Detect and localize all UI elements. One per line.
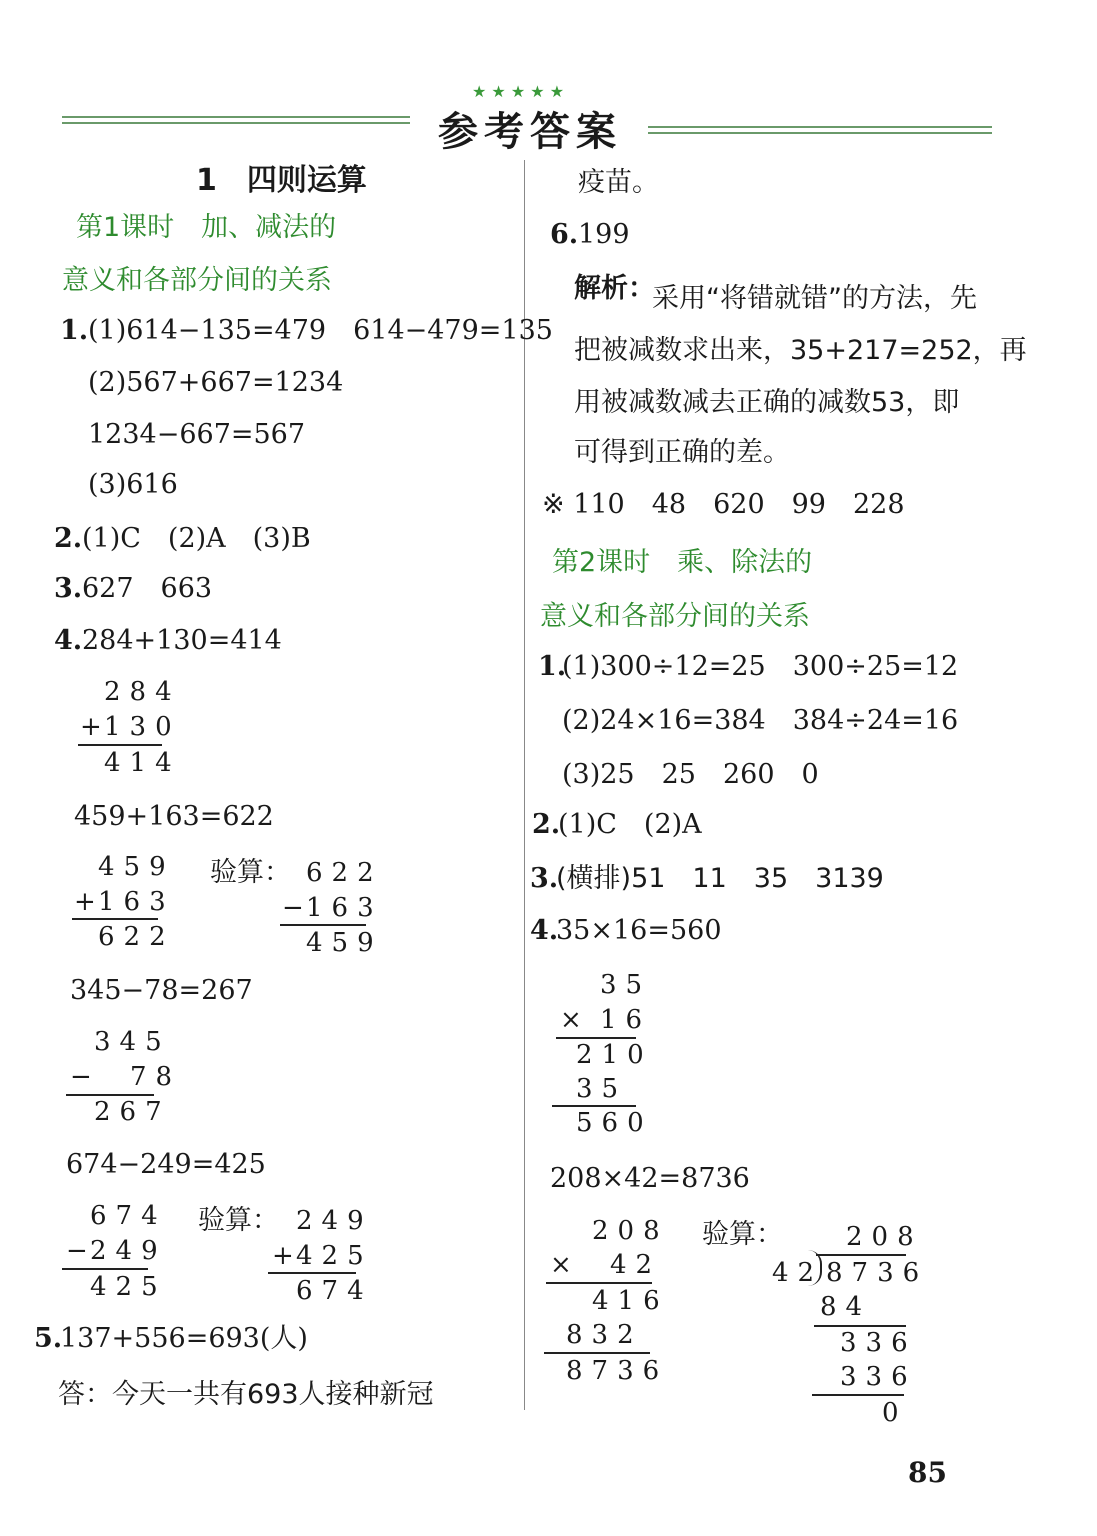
v1-op: + <box>80 712 111 742</box>
q4-eq2: 459+163=622 <box>74 801 274 832</box>
q6-line-2: 把被减数求出来，35+217=252，再 <box>574 335 1027 366</box>
v3-bottom: 78 <box>130 1062 182 1092</box>
c4-top: 249 <box>296 1206 373 1236</box>
div-sub-1: 84 <box>820 1292 872 1322</box>
q3-number: 3. <box>54 573 83 604</box>
q1-line-c: 1234−667=567 <box>88 419 306 450</box>
header-rule-right <box>648 126 992 128</box>
q6-number: 6. <box>550 219 579 250</box>
div-divisor: 42 <box>772 1258 824 1288</box>
v2-bottom: 163 <box>98 887 175 917</box>
q6-value: 199 <box>578 219 630 250</box>
r-q2-number: 2. <box>532 809 561 840</box>
v3-top: 345 <box>94 1027 171 1057</box>
r-q3-number: 3. <box>530 863 559 894</box>
c4-result: 674 <box>296 1276 373 1306</box>
v4-op: − <box>66 1236 97 1266</box>
q1-line-d: (3)616 <box>88 469 178 500</box>
q1-number: 1. <box>60 315 89 346</box>
v4-top: 674 <box>90 1201 167 1231</box>
c4-op: + <box>272 1241 303 1271</box>
div-final-remainder: 0 <box>882 1398 908 1428</box>
v2-line <box>72 918 158 920</box>
q1-line-a: (1)614−135=479 614−479=135 <box>88 315 553 346</box>
m1-op: × <box>560 1005 591 1035</box>
q6-label: 解析： <box>574 273 655 304</box>
header-rule-left-2 <box>62 122 410 124</box>
v3-op: − <box>70 1062 101 1092</box>
q5-answer: 答：今天一共有693人接种新冠 <box>58 1379 434 1410</box>
v4-line <box>62 1268 148 1270</box>
c2-result: 459 <box>306 928 383 958</box>
v1-top: 284 <box>104 677 181 707</box>
q5-eq: 137+556=693(人) <box>60 1323 308 1354</box>
r-check-label: 验算： <box>702 1219 783 1250</box>
v3-line <box>66 1094 154 1096</box>
q2-text: (1)C (2)A (3)B <box>82 523 311 554</box>
page-number: 85 <box>908 1456 947 1489</box>
m2-line-1 <box>546 1282 652 1284</box>
lesson1-title-line1: 第1课时 加、减法的 <box>76 212 337 243</box>
m1-partial-1: 210 <box>576 1040 653 1070</box>
c2-op: − <box>282 893 313 923</box>
page-title: 参考答案 <box>438 109 622 155</box>
v4-bottom: 249 <box>90 1236 167 1266</box>
c2-top: 622 <box>306 858 383 888</box>
m2-partial-2: 832 <box>566 1320 643 1350</box>
div-line-2 <box>812 1394 904 1396</box>
v4-result: 425 <box>90 1272 167 1302</box>
c2-bottom: 163 <box>306 893 383 923</box>
right-continuation: 疫苗。 <box>578 167 659 198</box>
div-bar <box>816 1254 906 1256</box>
v1-result: 414 <box>104 748 181 778</box>
q6-line-3: 用被减数减去正确的减数53，即 <box>574 387 960 418</box>
m1-bottom: 16 <box>600 1005 652 1035</box>
v3-result: 267 <box>94 1097 171 1127</box>
extra-answers: ※ 110 48 620 99 228 <box>542 489 905 520</box>
v2-top: 459 <box>98 852 175 882</box>
lesson1-title-line2: 意义和各部分间的关系 <box>62 265 332 296</box>
lesson2-title-line1: 第2课时 乘、除法的 <box>552 547 813 578</box>
v1-line <box>78 744 162 746</box>
c4-bottom: 425 <box>296 1241 373 1271</box>
lesson2-title-line2: 意义和各部分间的关系 <box>540 601 810 632</box>
v1-bottom: 130 <box>104 712 181 742</box>
r-q1-line-c: (3)25 25 260 0 <box>562 759 819 790</box>
m1-top: 35 <box>600 970 652 1000</box>
m2-bottom: 42 <box>610 1250 662 1280</box>
v2-result: 622 <box>98 922 175 952</box>
v2-op: + <box>74 887 105 917</box>
q3-text: 627 663 <box>82 573 213 604</box>
q6-line-4: 可得到正确的差。 <box>574 437 790 468</box>
m1-line-2 <box>552 1105 636 1107</box>
q1-line-b: (2)567+667=1234 <box>88 367 344 398</box>
r-q4-eq2: 208×42=8736 <box>550 1163 750 1194</box>
q4-eq1: 284+130=414 <box>82 625 282 656</box>
div-dividend: 8736 <box>826 1258 929 1288</box>
r-q1-number: 1. <box>538 651 567 682</box>
header-rule-right-2 <box>648 132 992 134</box>
div-remainder-1: 336 <box>840 1328 917 1358</box>
div-quotient: 208 <box>846 1222 923 1252</box>
header-rule-left <box>62 116 410 118</box>
m2-top: 208 <box>592 1216 669 1246</box>
m1-line-1 <box>556 1037 636 1039</box>
c4-line <box>268 1272 356 1274</box>
q4-eq4: 674−249=425 <box>66 1149 266 1180</box>
r-q1-line-b: (2)24×16=384 384÷24=16 <box>562 705 959 736</box>
r-q4-number: 4. <box>530 915 559 946</box>
q2-number: 2. <box>54 523 83 554</box>
header-stars: ★ ★ ★ ★ ★ <box>472 82 565 101</box>
q4-eq3: 345−78=267 <box>70 975 253 1006</box>
q5-number: 5. <box>34 1323 63 1354</box>
m1-result: 560 <box>576 1108 653 1138</box>
div-line-1 <box>814 1325 906 1327</box>
q4-number: 4. <box>54 625 83 656</box>
check-label-4: 验算： <box>198 1205 279 1236</box>
r-q2-text: (1)C (2)A <box>558 809 702 840</box>
r-q1-line-a: (1)300÷12=25 300÷25=12 <box>562 651 959 682</box>
q6-line-1: 采用“将错就错”的方法，先 <box>652 283 977 314</box>
section-title: 1 四则运算 <box>196 163 367 198</box>
r-q4-eq1: 35×16=560 <box>556 915 722 946</box>
c2-line <box>280 924 366 926</box>
m2-line-2 <box>544 1352 650 1354</box>
m2-op: × <box>550 1250 581 1280</box>
m1-partial-2: 35 <box>576 1074 628 1104</box>
r-q3-text: (横排)51 11 35 3139 <box>556 863 884 894</box>
div-sub-2: 336 <box>840 1362 917 1392</box>
m2-result: 8736 <box>566 1356 669 1386</box>
check-label-2: 验算： <box>210 857 291 888</box>
m2-partial-1: 416 <box>592 1286 669 1316</box>
